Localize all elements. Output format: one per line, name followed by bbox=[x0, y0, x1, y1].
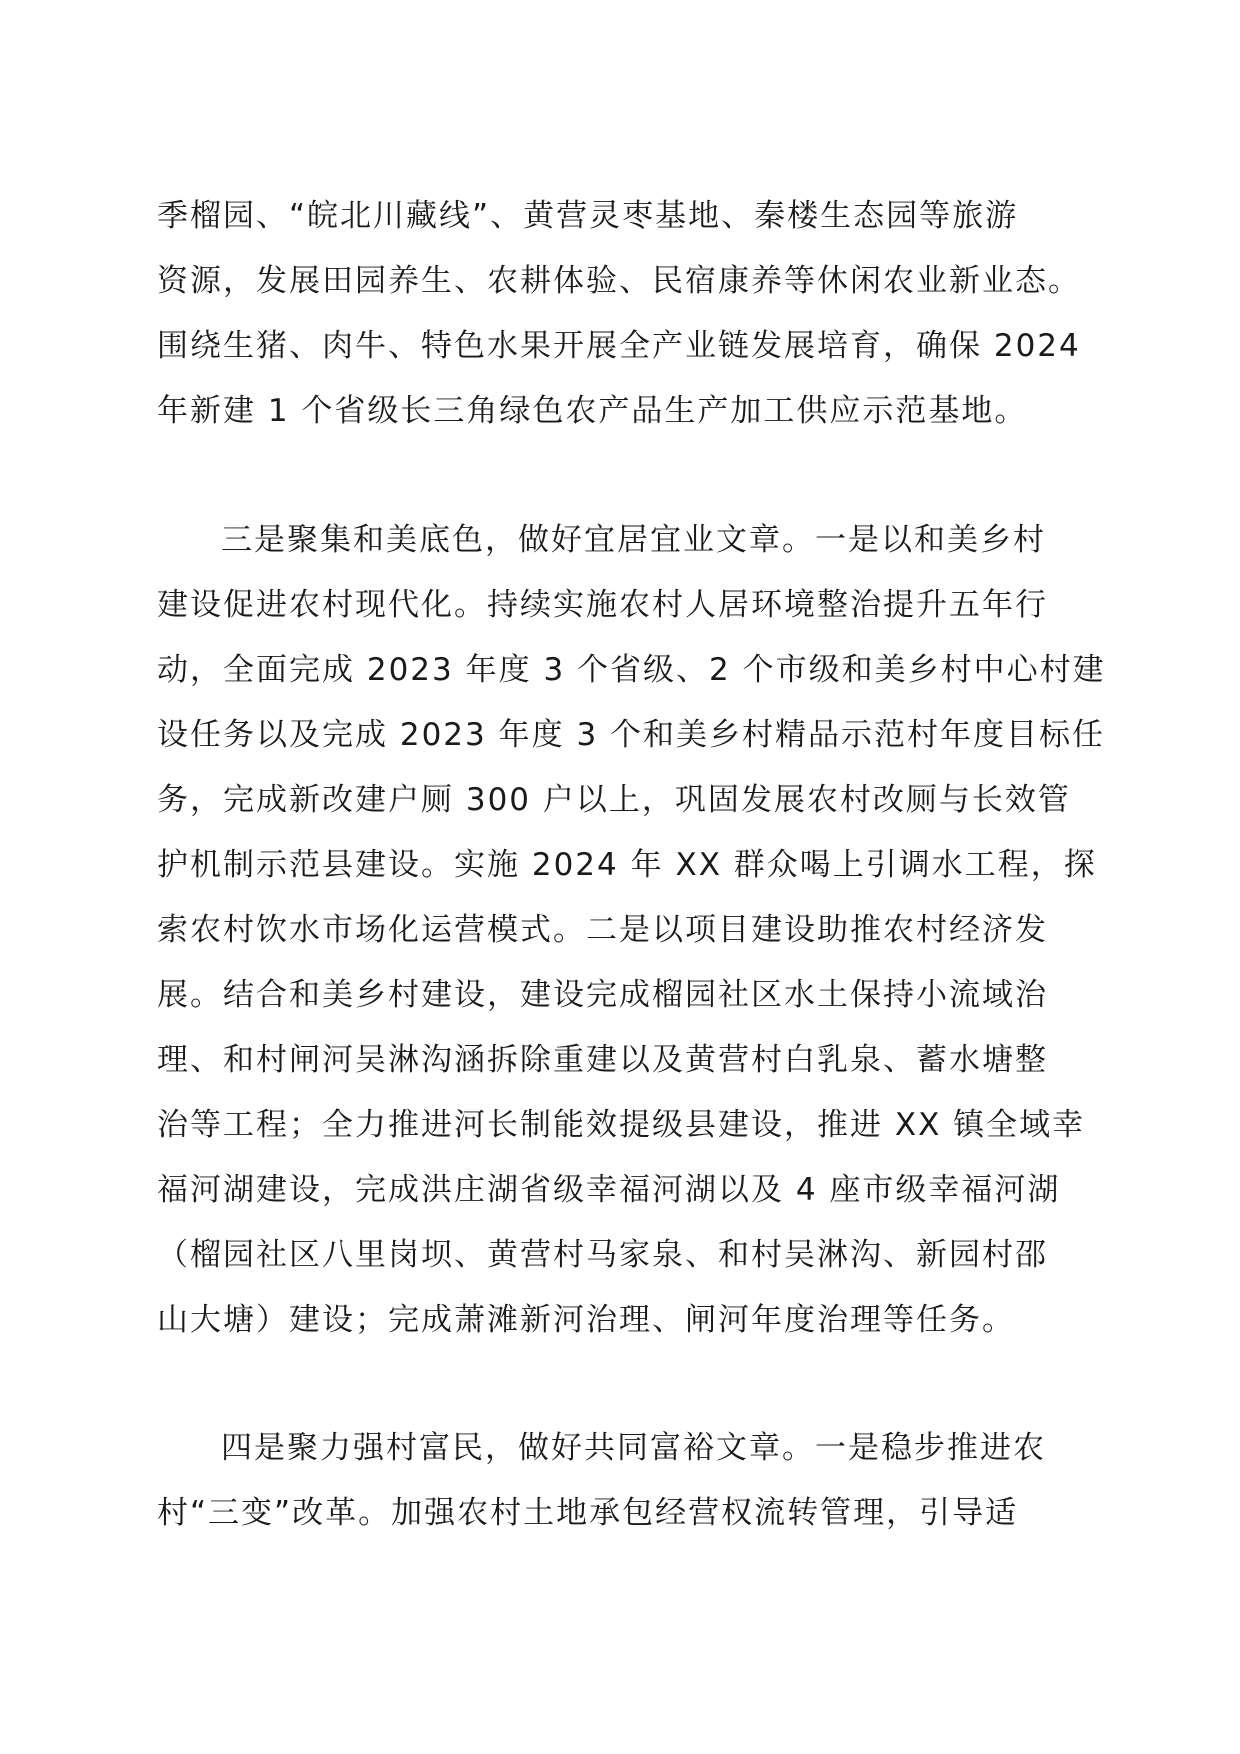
text-line: 村“三变”改革。加强农村土地承包经营权流转管理，引导适 bbox=[157, 1495, 1019, 1531]
paragraph-common-prosperity bbox=[157, 1416, 1087, 1546]
text-line: 年新建 1 个省级长三角绿色农产品生产加工供应示范基地。 bbox=[157, 393, 1028, 429]
text-line: 索农村饮水市场化运营模式。二是以项目建设助推农村经济发 bbox=[157, 912, 1048, 948]
text-line: 治等工程；全力推进河长制能效提级县建设，推进 XX 镇全域幸 bbox=[157, 1107, 1086, 1143]
text-line: 山大塘）建设；完成萧滩新河治理、闸河年度治理等任务。 bbox=[157, 1302, 1015, 1338]
text-line: 资源，发展田园养生、农耕体验、民宿康养等休闲农业新业态。 bbox=[157, 263, 1081, 299]
text-line: 务，完成新改建户厕 300 户以上，巩固发展农村改厕与长效管 bbox=[157, 782, 1071, 818]
text-line: 三是聚集和美底色，做好宜居宜业文章。一是以和美乡村 bbox=[221, 522, 1046, 558]
text-line: 护机制示范县建设。实施 2024 年 XX 群众喝上引调水工程，探 bbox=[157, 847, 1097, 883]
text-line: （榴园社区八里岗坝、黄营村马家泉、和村吴淋沟、新园村邵 bbox=[157, 1237, 1048, 1273]
paragraph-tourism-industry bbox=[157, 184, 1087, 444]
text-line: 福河湖建设，完成洪庄湖省级幸福河湖以及 4 座市级幸福河湖 bbox=[157, 1172, 1061, 1208]
text-line: 动，全面完成 2023 年度 3 个省级、2 个市级和美乡村中心村建 bbox=[157, 652, 1106, 688]
paragraph-livable-village bbox=[157, 508, 1106, 1353]
text-line: 季榴园、“皖北川藏线”、黄营灵枣基地、秦楼生态园等旅游 bbox=[157, 198, 1019, 234]
text-line: 设任务以及完成 2023 年度 3 个和美乡村精品示范村年度目标任 bbox=[157, 717, 1106, 753]
text-line: 理、和村闸河吴淋沟涵拆除重建以及黄营村白乳泉、蓄水塘整 bbox=[157, 1042, 1048, 1078]
text-line: 建设促进农村现代化。持续实施农村人居环境整治提升五年行 bbox=[157, 587, 1048, 623]
text-line: 四是聚力强村富民，做好共同富裕文章。一是稳步推进农 bbox=[221, 1430, 1046, 1466]
text-line: 围绕生猪、肉牛、特色水果开展全产业链发展培育，确保 2024 bbox=[157, 328, 1081, 364]
text-line: 展。结合和美乡村建设，建设完成榴园社区水土保持小流域治 bbox=[157, 977, 1048, 1013]
